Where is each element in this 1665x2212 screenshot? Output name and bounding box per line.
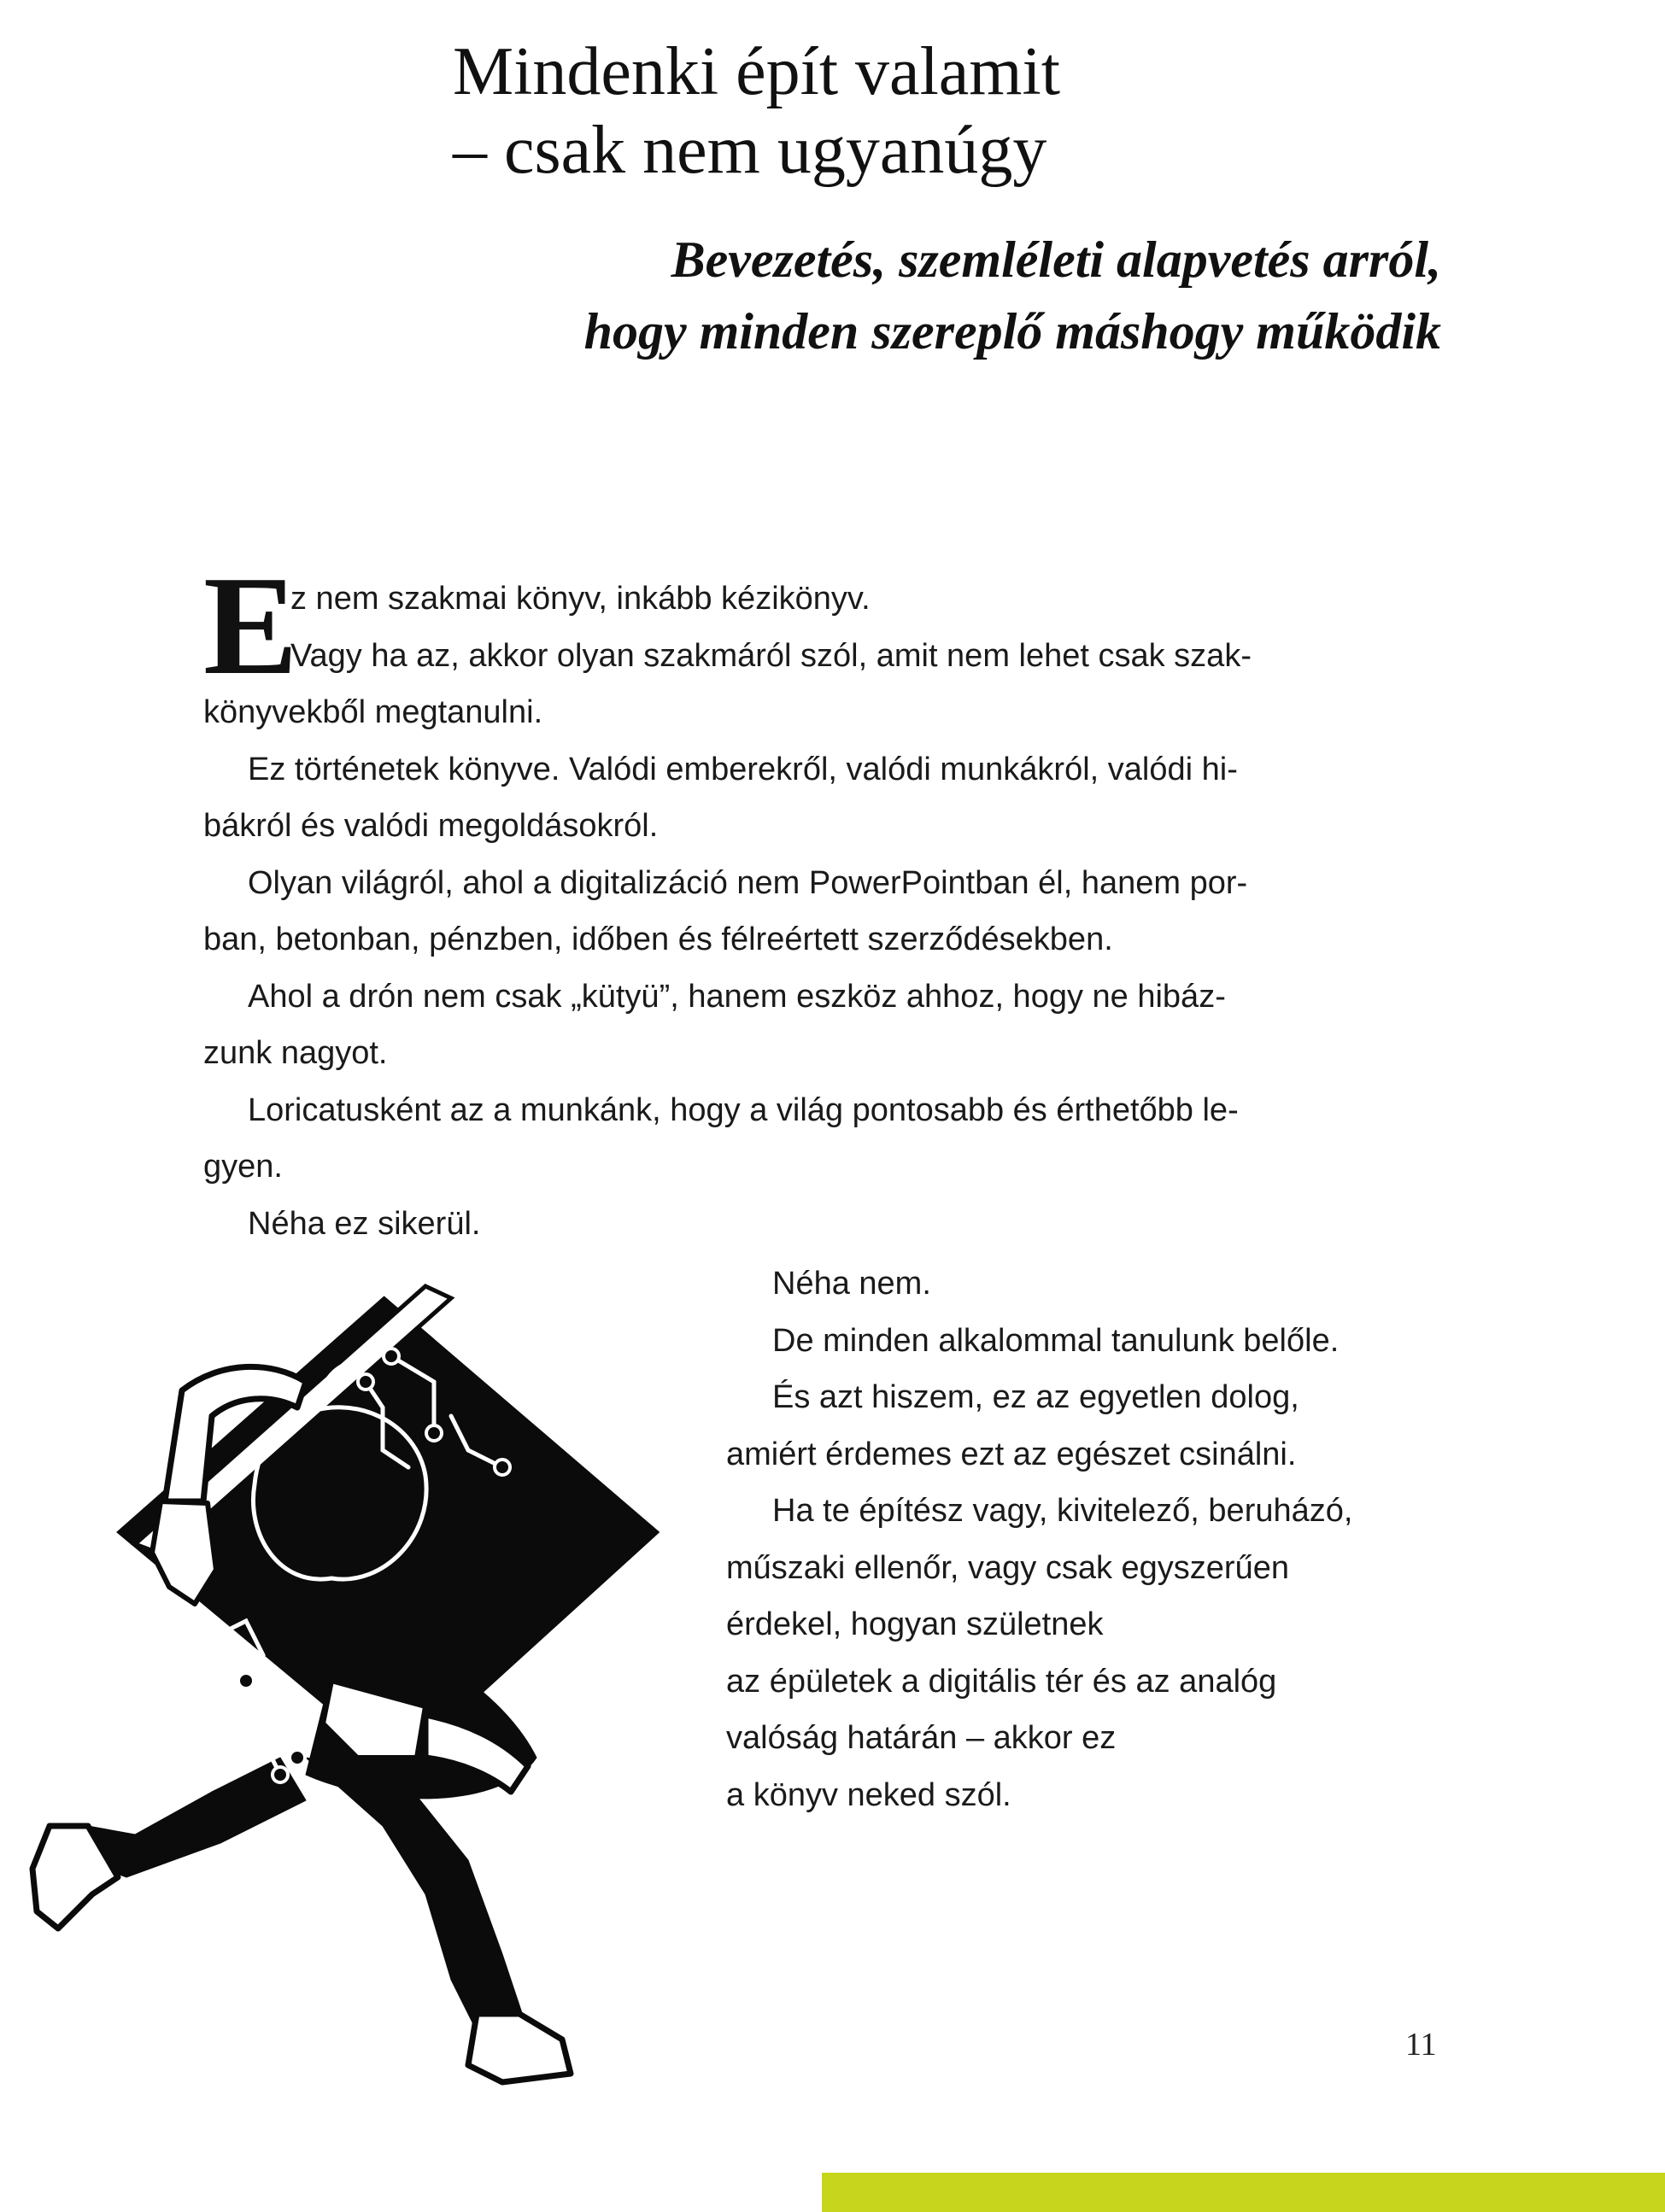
- subtitle-line-1: Bevezetés, szemléleti alapvetés arról,: [671, 231, 1441, 288]
- body-line-5: bákról és valódi megoldásokról.: [203, 808, 659, 844]
- body-text-column: [726, 1255, 1495, 1823]
- body-line-11: gyen.: [203, 1149, 283, 1185]
- column-line-1: Néha nem.: [772, 1266, 931, 1302]
- column-line-6: műszaki ellenőr, vagy csak egyszerűen: [726, 1549, 1289, 1586]
- column-line-8: az épületek a digitális tér és az analóg: [726, 1663, 1277, 1700]
- title-line-2: – csak nem ugyanúgy: [453, 113, 1047, 188]
- accent-bar: [822, 2173, 1665, 2212]
- column-line-2: De minden alkalommal tanulunk belőle.: [772, 1322, 1340, 1359]
- drop-cap: E: [203, 547, 298, 704]
- title-line-1: Mindenki épít valamit: [453, 34, 1060, 109]
- person-carrying-book-illustration: [24, 1279, 707, 2099]
- subtitle-line-2: hogy minden szereplő máshogy működik: [583, 303, 1441, 360]
- body-line-6: Olyan világról, ahol a digitalizáció nem PowerPointban él, hanem por-: [248, 864, 1248, 901]
- body-line-10: Loricatusként az a munkánk, hogy a világ pontosabb és érthetőbb le-: [248, 1091, 1239, 1128]
- chapter-subtitle: [331, 224, 1441, 367]
- page-number: 11: [1405, 2027, 1437, 2063]
- column-line-10: a könyv neked szól.: [726, 1776, 1011, 1813]
- body-line-text: z nem szakmai könyv, inkább kézikönyv.: [290, 581, 871, 617]
- column-line-7: érdekel, hogyan születnek: [726, 1606, 1104, 1642]
- column-line-4: amiért érdemes ezt az egészet csinálni.: [726, 1436, 1297, 1472]
- body-line-8: Ahol a drón nem csak „kütyü”, hanem eszköz ahhoz, hogy ne hibáz-: [248, 978, 1226, 1015]
- body-line-3: könyvekből megtanulni.: [203, 694, 543, 730]
- chapter-title: [453, 32, 1478, 190]
- body-line-12: Néha ez sikerül.: [248, 1205, 481, 1242]
- body-line-2: Vagy ha az, akkor olyan szakmáról szól, amit nem lehet csak szak-: [290, 637, 1252, 674]
- body-line-9: zunk nagyot.: [203, 1035, 388, 1071]
- column-line-5: Ha te építész vagy, kivitelező, beruházó,: [772, 1493, 1353, 1529]
- body-text: [203, 547, 1468, 1252]
- column-line-3: És azt hiszem, ez az egyetlen dolog,: [772, 1379, 1299, 1415]
- body-line-7: ban, betonban, pénzben, időben és félreértett szerződésekben.: [203, 922, 1113, 957]
- column-line-9: valóság határán – akkor ez: [726, 1720, 1117, 1756]
- body-line-4: Ez történetek könyve. Valódi emberekről, valódi munkákról, valódi hi-: [248, 751, 1238, 787]
